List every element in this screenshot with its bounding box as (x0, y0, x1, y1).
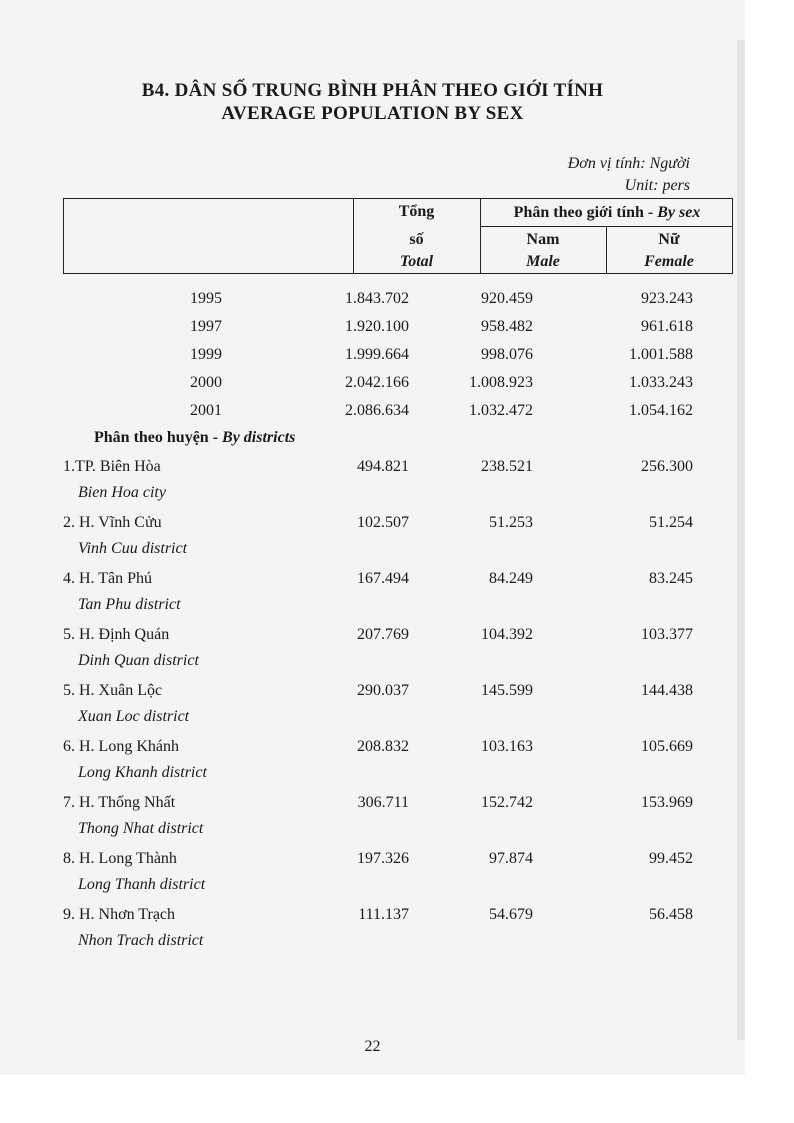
header-by-sex (480, 204, 734, 222)
total-cell: 167.494 (357, 570, 409, 587)
table-row (0, 402, 745, 426)
district-name: 7. H. Thống Nhất (63, 794, 176, 811)
male-cell: 103.163 (481, 738, 533, 755)
page-number: 22 (364, 1038, 381, 1055)
female-cell: 1.001.588 (629, 346, 693, 363)
district-subtitle-row (0, 540, 745, 564)
district-name-en: Xuan Loc district (78, 708, 190, 725)
table-row (0, 682, 745, 706)
table-row (0, 346, 745, 370)
year-cell: 2001 (190, 402, 222, 419)
unit-label-en: Unit: pers (624, 177, 690, 194)
header-female-vi: Nữ (658, 231, 680, 248)
header-total-vi-1: Tổng (398, 203, 435, 220)
total-cell: 207.769 (357, 626, 409, 643)
header-divider (480, 226, 732, 227)
total-cell: 2.042.166 (345, 374, 409, 391)
district-name-en: Tan Phu district (78, 596, 181, 613)
district-name-en: Dinh Quan district (78, 652, 199, 669)
table-title-en: AVERAGE POPULATION BY SEX (221, 103, 524, 124)
header-total-en: Total (399, 253, 434, 270)
table-row (0, 514, 745, 538)
table-row (0, 290, 745, 314)
table-row (0, 794, 745, 818)
table-header (63, 198, 733, 274)
year-cell: 1999 (190, 346, 222, 363)
male-cell: 104.392 (481, 626, 533, 643)
district-subtitle-row (0, 652, 745, 676)
year-cell: 2000 (190, 374, 222, 391)
total-cell: 1.843.702 (345, 290, 409, 307)
male-cell: 958.482 (481, 318, 533, 335)
male-cell: 51.253 (489, 514, 533, 531)
district-name: 2. H. Vĩnh Cửu (63, 514, 162, 531)
district-name-en: Thong Nhat district (78, 820, 204, 837)
female-cell: 1.033.243 (629, 374, 693, 391)
header-by-sex-vi: Phân theo giới tính - (513, 204, 658, 221)
female-cell: 961.618 (641, 318, 693, 335)
header-male-vi: Nam (526, 231, 560, 248)
district-subtitle-row (0, 876, 745, 900)
total-cell: 102.507 (357, 514, 409, 531)
district-name-en: Nhon Trach district (78, 932, 204, 949)
total-cell: 197.326 (357, 850, 409, 867)
table-row (0, 374, 745, 398)
total-cell: 1.999.664 (345, 346, 409, 363)
female-cell: 105.669 (641, 738, 693, 755)
district-subtitle-row (0, 484, 745, 508)
table-row (0, 318, 745, 342)
district-name-en: Long Thanh district (78, 876, 206, 893)
male-cell: 54.679 (489, 906, 533, 923)
table-row (0, 458, 745, 482)
table-row (0, 906, 745, 930)
district-name-en: Long Khanh district (78, 764, 207, 781)
female-cell: 923.243 (641, 290, 693, 307)
header-male-en: Male (526, 253, 560, 270)
unit-label-vi: Đơn vị tính: Người (567, 155, 690, 172)
total-cell: 306.711 (357, 794, 409, 811)
male-cell: 1.008.923 (469, 374, 533, 391)
female-cell: 83.245 (649, 570, 693, 587)
male-cell: 152.742 (481, 794, 533, 811)
header-by-sex-en: By sex (657, 204, 701, 221)
district-name-en: Vinh Cuu district (78, 540, 188, 557)
district-subtitle-row (0, 596, 745, 620)
district-subtitle-row (0, 764, 745, 788)
district-name: 8. H. Long Thành (63, 850, 177, 867)
male-cell: 920.459 (481, 290, 533, 307)
female-cell: 51.254 (649, 514, 693, 531)
female-cell: 256.300 (641, 458, 693, 475)
district-subtitle-row (0, 708, 745, 732)
total-cell: 208.832 (357, 738, 409, 755)
district-name: 5. H. Xuân Lộc (63, 682, 163, 699)
district-name: 4. H. Tân Phú (63, 570, 153, 587)
female-cell: 1.054.162 (629, 402, 693, 419)
header-total-vi-2: số (409, 231, 424, 248)
total-cell: 290.037 (357, 682, 409, 699)
district-name: 5. H. Định Quán (63, 626, 170, 643)
year-cell: 1995 (190, 290, 222, 307)
male-cell: 145.599 (481, 682, 533, 699)
female-cell: 153.969 (641, 794, 693, 811)
table-row (0, 738, 745, 762)
male-cell: 84.249 (489, 570, 533, 587)
district-subtitle-row (0, 932, 745, 956)
table-row (0, 626, 745, 650)
total-cell: 494.821 (357, 458, 409, 475)
district-name-en: Bien Hoa city (78, 484, 166, 501)
section-heading-en: By districts (222, 429, 296, 446)
year-cell: 1997 (190, 318, 222, 335)
table-row (0, 570, 745, 594)
total-cell: 111.137 (358, 906, 409, 923)
district-subtitle-row (0, 820, 745, 844)
male-cell: 97.874 (489, 850, 533, 867)
female-cell: 103.377 (641, 626, 693, 643)
district-name: 6. H. Long Khánh (63, 738, 179, 755)
total-cell: 1.920.100 (345, 318, 409, 335)
district-name: 9. H. Nhơn Trạch (63, 906, 176, 923)
total-cell: 2.086.634 (345, 402, 409, 419)
table-title-vi: B4. DÂN SỐ TRUNG BÌNH PHÂN THEO GIỚI TÍNH (141, 80, 604, 101)
female-cell: 144.438 (641, 682, 693, 699)
male-cell: 1.032.472 (469, 402, 533, 419)
district-name: 1.TP. Biên Hòa (63, 458, 161, 475)
section-heading (94, 429, 295, 447)
male-cell: 238.521 (481, 458, 533, 475)
section-heading-vi: Phân theo huyện - (94, 429, 223, 446)
header-female-en: Female (644, 253, 694, 270)
table-row (0, 850, 745, 874)
female-cell: 56.458 (649, 906, 693, 923)
female-cell: 99.452 (649, 850, 693, 867)
male-cell: 998.076 (481, 346, 533, 363)
